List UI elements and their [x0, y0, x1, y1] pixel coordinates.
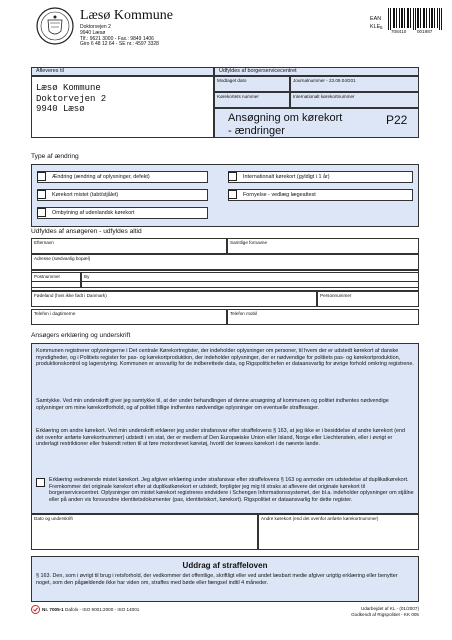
- cpr-field[interactable]: Personnummer: [317, 291, 419, 307]
- municipality-seal-logo: [36, 7, 74, 45]
- city-field[interactable]: By: [81, 272, 419, 288]
- declaration-para-registry: Kommunen registrerer oplysningerne i Det centrale Kørekortregister, der indeholder oplysninger om personer, til hvem der er udstedt kørekort af danske myndigheder, og i Politiets register for pas- og kørekortproduktion, der indeholder oplysninger, der er nødvendige for politiets pas- og kørekortproduktion, produktionskontrol og lagerstyring. Kommunen er ansvarlig for de indberettede data, og Rigspolitichefen er dataansvarlig for øvrige forhold omkring registrene.: [36, 348, 414, 368]
- office-header: Udfyldes af borgerservicecentret: [214, 67, 419, 76]
- option-change-checkbox[interactable]: [37, 172, 46, 181]
- recipient-line: 9940 Læsø: [36, 104, 85, 114]
- declaration-para-consent: Samtykke. Ved min underskrift giver jeg samtykke til, at der under behandlingen af denne ansøgning af kommunen og politiet indhentes nødvendige oplysninger om mine kørekortforhold, og af politiet tillige indhentes nødvendige oplysninger om eventuelle straffesager.: [36, 398, 389, 411]
- declaration-heading: Ansøgers erklæring og underskrift: [31, 332, 131, 339]
- option-change-label: Ændring (ændring af oplysninger, defekt): [52, 174, 150, 180]
- option-lost-row[interactable]: [37, 189, 208, 201]
- barcode-digit: 5: [380, 25, 383, 30]
- form-title-line: - ændringer: [228, 125, 285, 137]
- excerpt-box: [31, 556, 419, 602]
- option-international-row[interactable]: [228, 171, 413, 183]
- option-renewal-row[interactable]: [228, 189, 413, 201]
- applicant-heading: Udfyldes af ansøgeren - udfyldes altid: [31, 228, 142, 235]
- surname-field[interactable]: Efternavn: [31, 238, 227, 254]
- footer-issuer-line: Godkendt af Rigspolitiet - KK 005: [351, 611, 419, 617]
- declaration-para-lost-license: Erklæring vedrørende mistet kørekort. Jeg afgiver erklæring under strafansvar efter straffelovens § 163 og anmoder om udstedelse af duplikatkørekort. Fremkommer det originale kørekort efter at duplikatkørekort er udstedt, forpligter jeg mig til straks at aflevere det originale kørekort til borgerservicecentret. Oplysninger om mistet kørekort registreres endvidere i Schengen Informationssystemet, der bl.a. indeholder oplysninger om stjålne eller på anden vis forsvundne identitetsdokumenter (pas, identitetskort, kørekort). Rigspolitiet er dataansvarlig for dette register.: [49, 477, 414, 503]
- footer-certification: Dafolo - ISO 9001:2000 - ISO 14001: [65, 607, 140, 612]
- option-lost-checkbox[interactable]: [37, 190, 46, 199]
- footer-issuer: [319, 606, 419, 617]
- recipient-line: Doktorvejen 2: [36, 93, 107, 104]
- recipient-line: Læsø Kommune: [36, 83, 101, 93]
- kle-label: KLE: [370, 24, 381, 30]
- recipient-header: Afleveres til: [31, 67, 214, 76]
- address-field[interactable]: Adresse (sædvanlig bopæl): [31, 254, 419, 270]
- option-international-checkbox[interactable]: [228, 172, 237, 181]
- license-number-field[interactable]: Kørekortets nummer: [214, 92, 290, 108]
- declaration-para-other-licenses: Erklæring om andre kørekort. Ved min underskrift erklærer jeg under strafansvar efter straffelovens § 163, at jeg ikke er i besiddelse af andre kørekort (end det ovenfor anførte kørekortnummer) udstedt i en stat, der er medlem af Den Europæiske Union eller Island, Norge eller Liechtenstein, eller i øvrigt er underlagt restriktioner eller frakendt retten til at føre motordrevet køretøj, hvortil der kræves kørekort i de nævnte lande.: [36, 428, 406, 448]
- option-renewal-label: Fornyelse - vedlæg lægeattest: [243, 192, 316, 198]
- recipient-address-box: [31, 76, 214, 138]
- org-name: Læsø Kommune: [80, 8, 173, 23]
- org-address-line: Giro 6 48 12 64 - SE nr.: 4597 3328: [80, 41, 159, 48]
- first-names-field[interactable]: Samtlige fornavne: [227, 238, 419, 254]
- org-address-line: Doktorvejen 2: [80, 24, 111, 30]
- option-change-row[interactable]: [37, 171, 208, 183]
- form-title-line: Ansøgning om kørekort: [228, 112, 343, 124]
- footer-form-number: Nr. 7005-1: [42, 607, 64, 612]
- barcode-digit: 001987: [417, 29, 433, 34]
- option-exchange-label: Ombytning af udenlandsk kørekort: [52, 210, 135, 216]
- org-address-line: Tlf.: 9621 3000 - Fax.: 9849 1406: [80, 35, 154, 42]
- excerpt-text: § 163. Den, som i øvrigt til brug i retsforhold, der vedkommer det offentlige, skriftligt eller ved andet læsbart medie afgiver urigtig erklæring eller benytter noget, som den pågældende ikke har viden om, straffes med bøde eller fængsel indtil 4 måneder.: [36, 573, 398, 586]
- change-type-heading: Type af ændring: [31, 153, 79, 160]
- other-licenses-field[interactable]: Andre kørekort (end det ovenfor anførte kørekortnummer): [258, 514, 419, 550]
- option-renewal-checkbox[interactable]: [228, 190, 237, 199]
- form-title: [228, 112, 342, 138]
- option-international-label: Internationalt kørekort (gyldigt i 1 år): [243, 174, 330, 180]
- footer-issuer-line: Udarbejdet af KL - (01/2007): [360, 606, 419, 611]
- birthplace-field[interactable]: Fødeland (hvis ikke født i Danmark): [31, 291, 317, 307]
- lost-license-declaration-checkbox[interactable]: [36, 478, 45, 487]
- form-code: P22: [386, 113, 408, 127]
- intl-license-number-field[interactable]: Internationalt kørekortnummer: [290, 92, 419, 108]
- footer-form-info: [42, 607, 139, 613]
- excerpt-heading: Uddrag af straffeloven: [182, 561, 268, 570]
- ecolabel-icon: [31, 605, 40, 614]
- ean-label: EAN: [370, 16, 382, 22]
- date-signature-field[interactable]: Dato og underskrift: [31, 514, 258, 550]
- journal-number-field[interactable]: Journalnummer - 23.09.04G01: [290, 76, 419, 92]
- option-lost-label: Kørekort mistet (tabt/stjålet): [52, 192, 119, 198]
- barcode-digit: 708410: [391, 29, 407, 34]
- org-address: [80, 25, 159, 48]
- org-address-line: 9940 Læsø: [80, 29, 106, 36]
- barcode: [380, 8, 444, 36]
- option-exchange-checkbox[interactable]: [37, 208, 46, 217]
- form-title-box: [214, 108, 419, 138]
- option-exchange-row[interactable]: [37, 207, 208, 219]
- mobile-field[interactable]: Telefon mobil: [227, 309, 419, 325]
- phone-day-field[interactable]: Telefon i dagtimerne: [31, 309, 227, 325]
- received-date-field[interactable]: Modtaget dato: [214, 76, 290, 92]
- barcode-bars: [386, 8, 444, 30]
- declaration-box: [31, 343, 419, 514]
- postal-code-field[interactable]: Postnummer: [31, 272, 81, 288]
